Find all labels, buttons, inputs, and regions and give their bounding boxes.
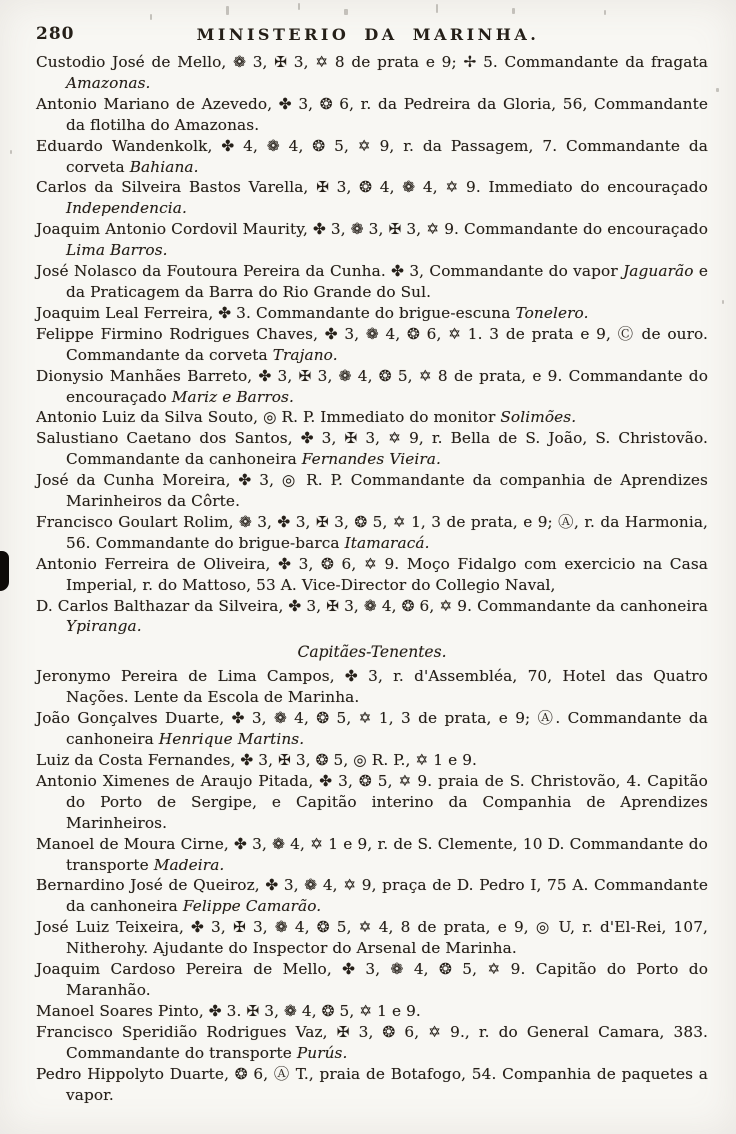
entry-text: Joaquim Leal Ferreira, ✤ 3. Commandante do brigue-escuna [36, 303, 516, 322]
ship-name: Independencia. [66, 199, 187, 218]
entry-text: Manoel de Moura Cirne, ✤ 3, ❁ 4, ✡ 1 e 9, r. de S. Clemente, 10 D. Commandante do transporte [36, 834, 708, 874]
scan-speck [512, 8, 515, 14]
officer-entry [36, 512, 708, 554]
officer-entry [36, 136, 708, 178]
entry-text: Carlos da Silveira Bastos Varella, ✠ 3, ❂ 4, ❁ 4, ✡ 9. Immediato do encouraçado [36, 178, 708, 197]
page-title: MINISTERIO DA MARINHA. [196, 25, 540, 44]
scan-speck [150, 14, 152, 20]
entry-text: José da Cunha Moreira, ✤ 3, ◎ R. P. Commandante da companhia de Aprendizes Marinheiros da Côrte. [36, 471, 708, 511]
officer-list [36, 52, 708, 1105]
section-heading: Capitães-Tenentes. [297, 643, 447, 662]
entry-text: Luiz da Costa Fernandes, ✤ 3, ✠ 3, ❂ 5, ◎ R. P., ✡ 1 e 9. [36, 751, 478, 769]
entry-text: Antonio Ferreira de Oliveira, ✤ 3, ❂ 6, ✡ 9. Moço Fidalgo com exercicio na Casa Imperial, r. do Mattoso, 53 A. Vice-Director do Collegio Naval, [36, 554, 708, 594]
ship-name: Amazonas. [66, 73, 151, 92]
officer-entry [36, 750, 708, 771]
entry-text: José Luiz Teixeira, ✤ 3, ✠ 3, ❁ 4, ❂ 5, ✡ 4, 8 de prata, e 9, ◎ U, r. d'El-Rei, 107, Nitherohy. Ajudante do Inspector do Arsenal de Marinha. [36, 918, 708, 958]
officer-entry [36, 596, 708, 638]
entry-text: Dionysio Manhães Barreto, ✤ 3, ✠ 3, ❁ 4, ❂ 5, ✡ 8 de prata, e 9. Commandante do encouraçado [36, 366, 708, 406]
entry-text: e da Praticagem da Barra do Rio Grande do Sul. [66, 262, 709, 301]
officer-entry [36, 324, 708, 366]
officer-entry [36, 366, 708, 408]
ship-name: Henrique Martins. [158, 730, 305, 749]
ship-name: Felippe Camarão. [182, 897, 322, 916]
officer-entry [36, 219, 708, 261]
entry-text: Eduardo Wandenkolk, ✤ 4, ❁ 4, ❂ 5, ✡ 9, r. da Passagem, 7. Commandante da corveta [36, 136, 708, 176]
entry-text: Antonio Ximenes de Araujo Pitada, ✤ 3, ❂ 5, ✡ 9. praia de S. Christovão, 4. Capitão do Porto de Sergipe, e Capitão interino da Companhia de Aprendizes Marinheiros. [36, 771, 708, 832]
page-header [0, 24, 736, 50]
officer-entry [36, 666, 708, 708]
officer-entry [36, 771, 708, 834]
officer-entry [36, 1022, 708, 1064]
entry-text: Salustiano Caetano dos Santos, ✤ 3, ✠ 3, ✡ 9, r. Bella de S. João, S. Christovão. Commandante da canhoneira [36, 429, 708, 469]
ship-name: Trajano. [272, 345, 338, 364]
entry-text: Francisco Goulart Rolim, ❁ 3, ✤ 3, ✠ 3, ❂ 5, ✡ 1, 3 de prata, e 9; Ⓐ, r. da Harmonia, 56. Commandante do brigue-barca [36, 512, 708, 552]
officer-entry [36, 1064, 708, 1106]
entry-text: Pedro Hippolyto Duarte, ❂ 6, Ⓐ T., praia de Botafogo, 54. Companhia de paquetes a vapor. [36, 1064, 708, 1104]
officer-list-bottom [36, 666, 708, 1105]
ink-smudge [0, 551, 9, 591]
officer-entry [36, 303, 708, 324]
entry-text: Custodio José de Mello, ❁ 3, ✠ 3, ✡ 8 de prata e 9; ✢ 5. Commandante da fragata [36, 53, 708, 71]
officer-entry [36, 917, 708, 959]
ship-name: Fernandes Vieira. [301, 450, 441, 469]
officer-entry [36, 261, 708, 303]
entry-text: José Nolasco da Foutoura Pereira da Cunha. ✤ 3, Commandante do vapor [36, 262, 624, 281]
ship-name: Mariz e Barros. [171, 387, 294, 406]
scan-speck [722, 300, 724, 304]
ship-name: Jaguarão [623, 262, 694, 281]
ship-name: Lima Barros. [66, 241, 168, 260]
scan-speck [436, 4, 438, 13]
officer-entry [36, 407, 708, 428]
ship-name: Bahiana. [129, 157, 199, 176]
officer-entry [36, 1001, 708, 1022]
scan-speck [298, 3, 300, 10]
officer-entry [36, 959, 708, 1001]
entry-text: João Gonçalves Duarte, ✤ 3, ❁ 4, ❂ 5, ✡ 1, 3 de prata, e 9; Ⓐ. Commandante da canhoneira [36, 709, 708, 749]
entry-text: Joaquim Antonio Cordovil Maurity, ✤ 3, ❁ 3, ✠ 3, ✡ 9. Commandante do encouraçado [36, 220, 708, 239]
entry-text: D. Carlos Balthazar da Silveira, ✤ 3, ✠ 3, ❁ 4, ❂ 6, ✡ 9. Commandante da canhoneira [36, 596, 708, 615]
officer-list-top [36, 52, 708, 637]
page-number: 280 [36, 24, 75, 44]
scan-speck [10, 150, 12, 154]
entry-text: Francisco Speridião Rodrigues Vaz, ✠ 3, ❂ 6, ✡ 9., r. do General Camara, 383. Commandante do transporte [36, 1022, 708, 1062]
ship-name: Purús. [296, 1043, 348, 1062]
officer-entry [36, 470, 708, 512]
scan-speck [226, 6, 229, 15]
scan-speck [716, 88, 719, 92]
entry-text: Bernardino José de Queiroz, ✤ 3, ❁ 4, ✡ 9, praça de D. Pedro I, 75 A. Commandante da canhoneira [36, 876, 708, 916]
entry-text: Manoel Soares Pinto, ✤ 3. ✠ 3, ❁ 4, ❂ 5, ✡ 1 e 9. [36, 1001, 421, 1020]
officer-entry [36, 834, 708, 876]
ship-name: Itamaracá. [344, 533, 430, 552]
officer-entry [36, 875, 708, 917]
ship-name: Tonelero. [515, 303, 589, 322]
entry-text: Jeronymo Pereira de Lima Campos, ✤ 3, r. d'Assembléa, 70, Hotel das Quatro Nações. Lente da Escola de Marinha. [36, 667, 708, 707]
officer-entry [36, 52, 708, 94]
entry-text: Antonio Mariano de Azevedo, ✤ 3, ❂ 6, r. da Pedreira da Gloria, 56, Commandante da flotilha do Amazonas. [36, 94, 708, 134]
ship-name: Solimões. [500, 408, 577, 427]
scan-speck [604, 10, 606, 15]
entry-text: Joaquim Cardoso Pereira de Mello, ✤ 3, ❁ 4, ❂ 5, ✡ 9. Capitão do Porto do Maranhão. [36, 960, 708, 999]
officer-entry [36, 94, 708, 136]
officer-entry [36, 708, 708, 750]
entry-text: Antonio Luiz da Silva Souto, ◎ R. P. Immediato do monitor [36, 408, 501, 427]
ship-name: Ypiranga. [66, 617, 142, 636]
officer-entry [36, 177, 708, 219]
officer-entry [36, 428, 708, 470]
scan-speck [344, 9, 348, 15]
entry-text: Felippe Firmino Rodrigues Chaves, ✤ 3, ❁ 4, ❂ 6, ✡ 1. 3 de prata e 9, Ⓒ de ouro. Commandante da corveta [36, 324, 708, 364]
officer-entry [36, 554, 708, 596]
ship-name: Madeira. [153, 855, 225, 874]
